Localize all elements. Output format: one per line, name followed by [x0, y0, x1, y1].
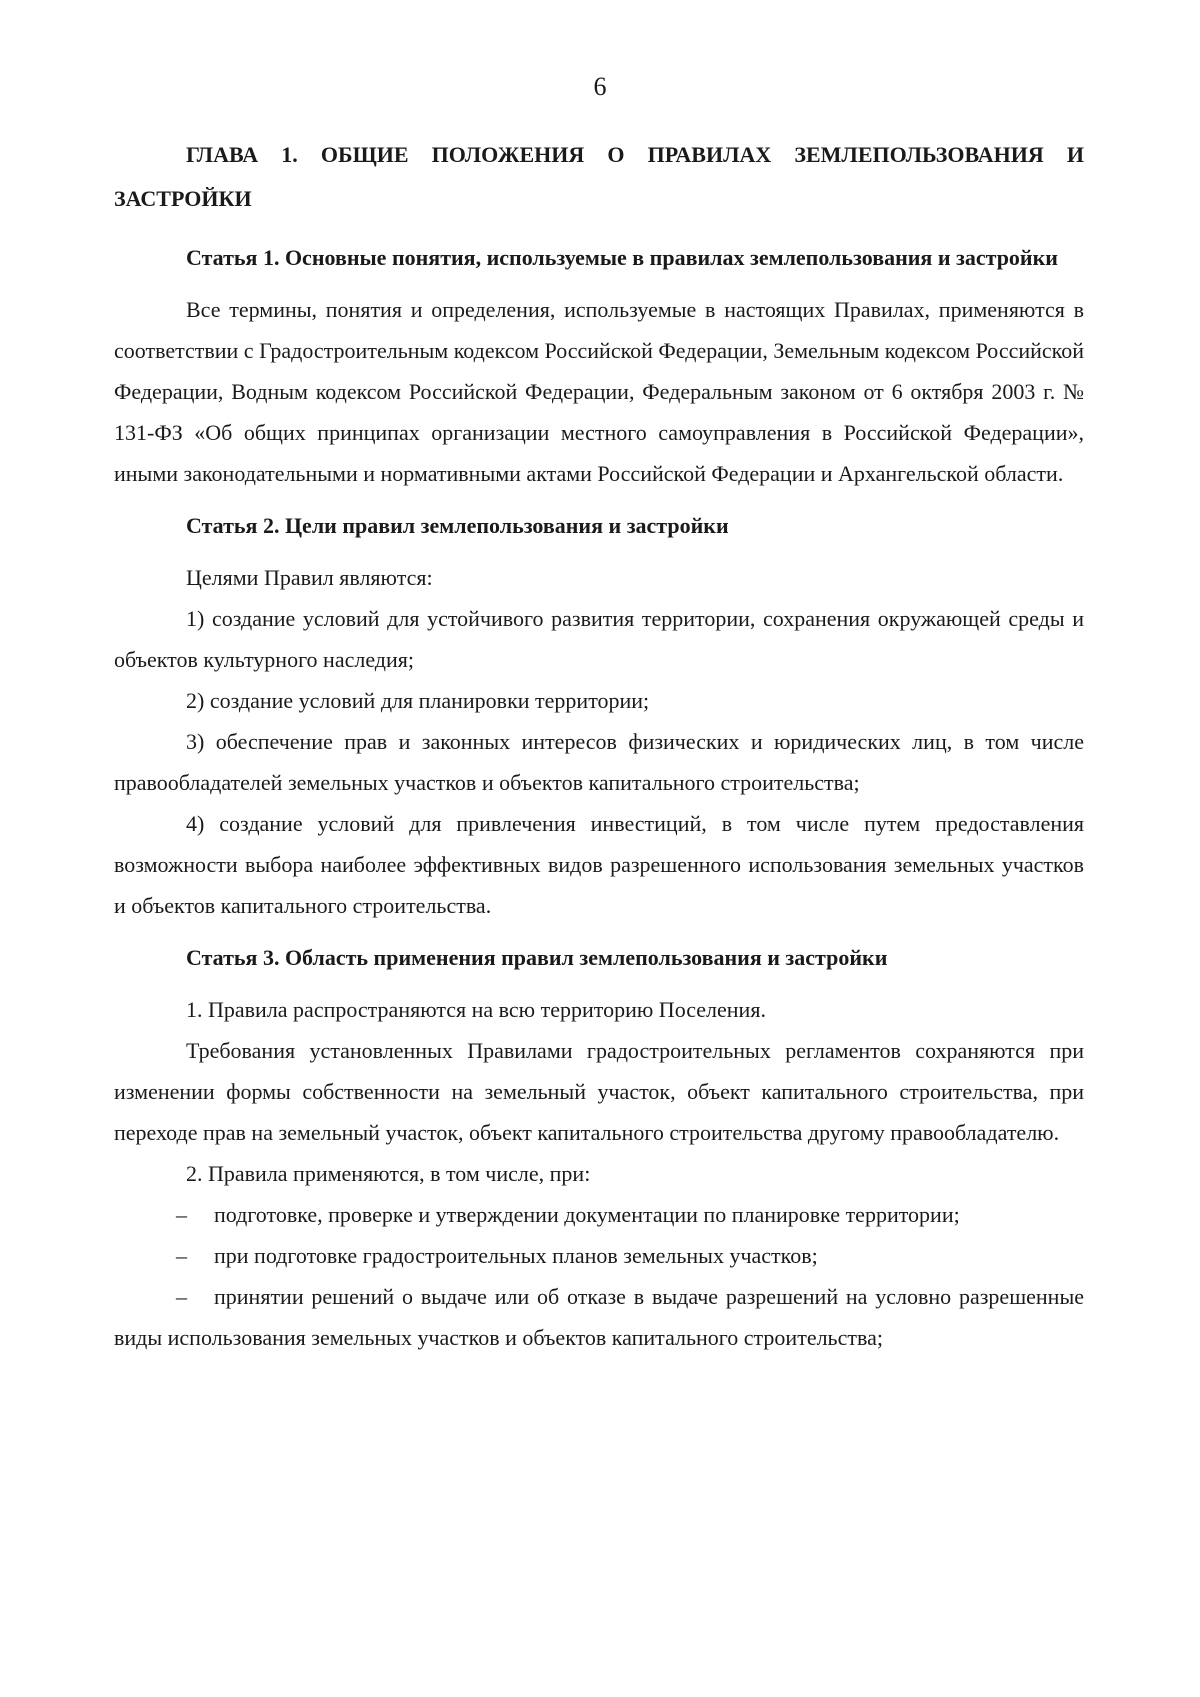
article-2-item-1: 1) создание условий для устойчивого развития территории, сохранения окружающей среды и объектов культурного наследия; — [114, 606, 1084, 672]
article-1-text: Все термины, понятия и определения, используемые в настоящих Правилах, применяются в соответствии с Градостроительным кодексом Российской Федерации, Земельным кодексом Российской Федерации, Водным кодексом Российской Федерации, Федеральным законом от 6 октября 2003 г. № 131-ФЗ «Об общих принципах организации местного самоуправления в Российской Федерации», иными законодательными и нормативными актами Российской Федерации и Архангельской области. — [114, 297, 1085, 486]
chapter-title: ГЛАВА 1. ОБЩИЕ ПОЛОЖЕНИЯ О ПРАВИЛАХ ЗЕМЛЕПОЛЬЗОВАНИЯ И ЗАСТРОЙКИ — [114, 142, 1084, 211]
article-3-title: Статья 3. Область применения правил землепользования и застройки — [186, 945, 888, 970]
article-2-item-2: 2) создание условий для планировки территории; — [186, 688, 650, 713]
article-3-paragraph-3: 2. Правила применяются, в том числе, при: — [186, 1161, 591, 1186]
article-2-item-3: 3) обеспечение прав и законных интересов физических и юридических лиц, в том числе правообладателей земельных участков и объектов капитального строительства; — [114, 729, 1084, 795]
bullet-text: при подготовке градостроительных планов земельных участков; — [214, 1243, 818, 1268]
dash-bullet: – — [176, 1202, 187, 1227]
article-2-item-4: 4) создание условий для привлечения инвестиций, в том числе путем предоставления возможности выбора наиболее эффективных видов разрешенного использования земельных участков и объектов капитального строительства. — [114, 811, 1084, 918]
page-number: 6 — [593, 72, 607, 101]
article-2-title: Статья 2. Цели правил землепользования и застройки — [186, 513, 729, 538]
article-3-bullet-3 — [114, 1276, 1084, 1358]
article-1-title: Статья 1. Основные понятия, используемые в правилах землепользования и застройки — [186, 245, 1058, 270]
bullet-text: подготовке, проверке и утверждении документации по планировке территории; — [214, 1202, 960, 1227]
article-3-bullet-1 — [114, 1194, 1084, 1235]
dash-bullet: – — [176, 1243, 187, 1268]
article-2-intro: Целями Правил являются: — [186, 565, 433, 590]
article-3-paragraph-1: 1. Правила распространяются на всю территорию Поселения. — [186, 997, 766, 1022]
dash-bullet: – — [176, 1284, 187, 1309]
bullet-text: принятии решений о выдаче или об отказе в выдаче разрешений на условно разрешенные виды использования земельных участков и объектов капитального строительства; — [114, 1284, 1084, 1350]
article-3-bullet-2 — [114, 1235, 1084, 1276]
article-3-paragraph-2: Требования установленных Правилами градостроительных регламентов сохраняются при изменении формы собственности на земельный участок, объект капитального строительства, при переходе прав на земельный участок, объект капитального строительства другому правообладателю. — [114, 1038, 1084, 1145]
page-content — [114, 133, 1084, 1358]
